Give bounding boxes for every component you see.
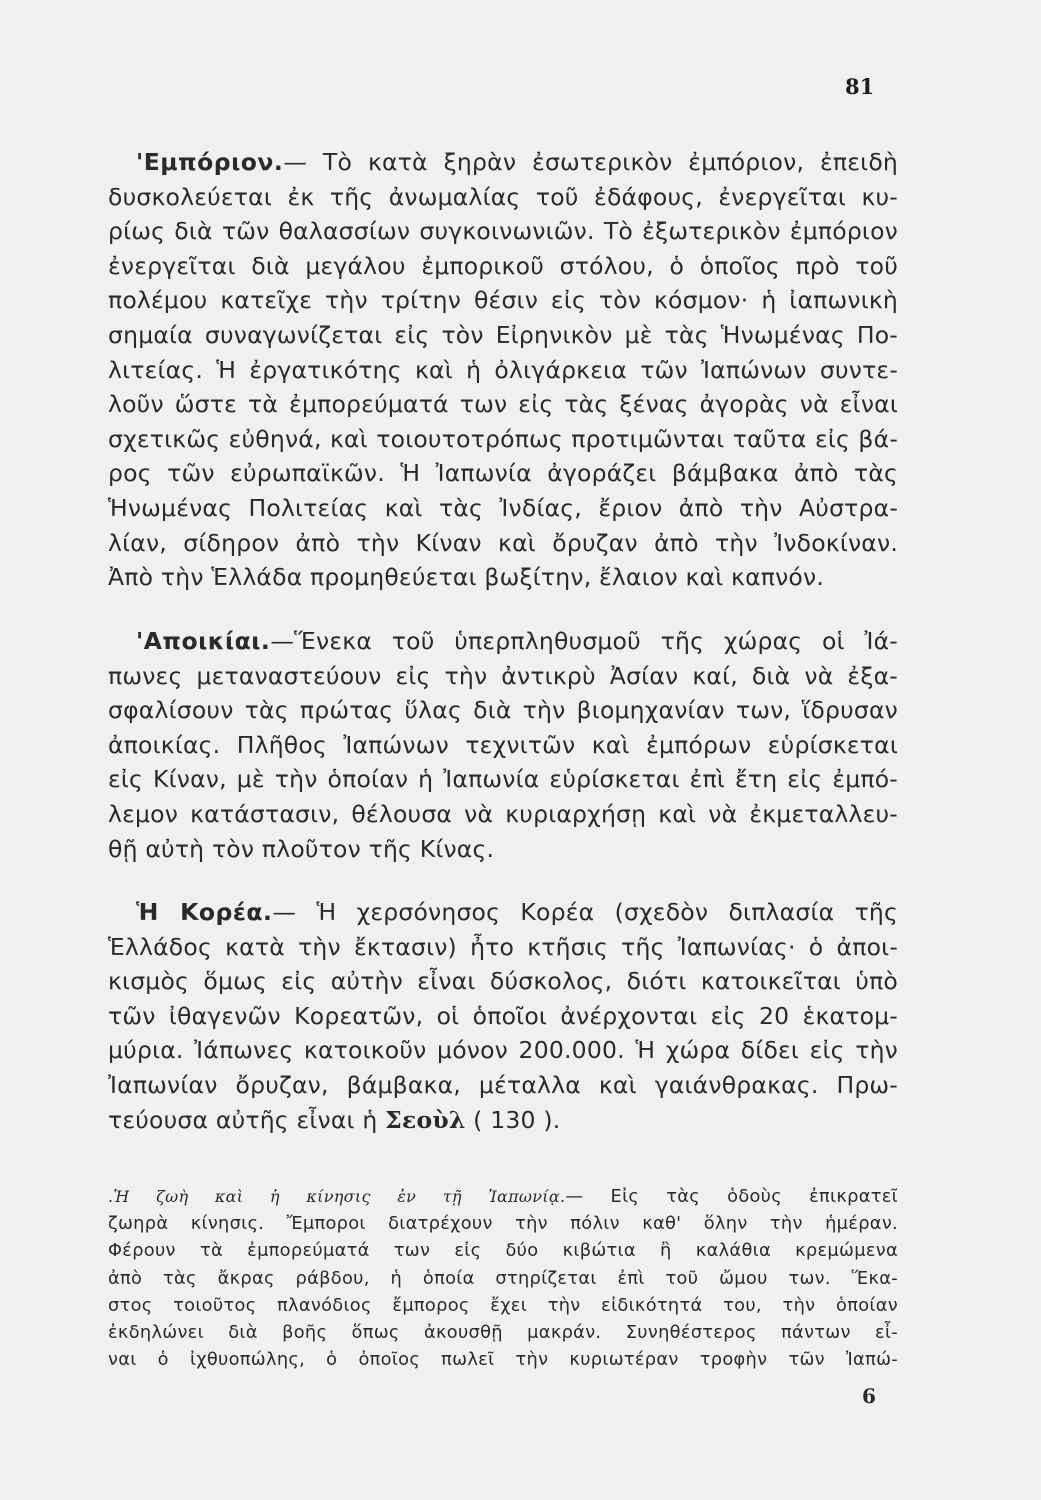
text-line: κισμὸς ὅμως εἰς αὐτὴν εἶναι δύσκολος, διότι κατοικεῖται ὑπὸ <box>108 967 898 996</box>
note-paragraph <box>108 1183 898 1373</box>
capital-reference: ( 130 ). <box>465 1105 561 1134</box>
text-line: λιτείας. Ἡ ἐργατικότης καὶ ἡ ὀλιγάρκεια τῶν Ἰαπώνων συντε- <box>108 355 898 384</box>
text-line: Φέρουν τὰ ἐμπορεύματά των εἰς δύο κιβώτια ἢ καλάθια κρεμώμενα <box>108 1240 898 1262</box>
text-line: λίαν, σίδηρον ἀπὸ τὴν Κίναν καὶ ὄρυζαν ἀπὸ τὴν Ἰνδοκίναν. <box>108 528 898 557</box>
text-line: ἀποικίας. Πλῆθος Ἰαπώνων τεχνιτῶν καὶ ἐμπόρων εὑρίσκεται <box>108 730 898 759</box>
section-heading-korea: Ἡ Κορέα. <box>136 898 273 926</box>
text-line: σημαία συναγωνίζεται εἰς τὸν Εἰρηνικὸν μὲ τὰς Ἡνωμένας Πο- <box>108 320 898 349</box>
text-line: τεύουσα αὐτῆς εἶναι ἡ Σεοὺλ ( 130 ). <box>108 1105 561 1134</box>
text-line: ἐκδηλώνει διὰ βοῆς ὅπως ἀκουσθῇ μακράν. Συνηθέστερος πάντων εἶ- <box>108 1321 898 1343</box>
text-line: .Ἡ ζωὴ καὶ ἡ κίνησις ἐν τῇ Ἰαπωνίᾳ.— Εἰς τὰς ὁδοὺς ἐπικρατεῖ <box>108 1186 898 1207</box>
text-line: εἰς Κίναν, μὲ τὴν ὁποίαν ἡ Ἰαπωνία εὑρίσκεται ἐπὶ ἔτη εἰς ἐμπό- <box>108 765 898 794</box>
text-line: 'Αποικίαι.—Ἕνεκα τοῦ ὑπερπληθυσμοῦ τῆς χώρας οἱ Ἰά- <box>136 627 898 655</box>
text-line: στος τοιοῦτος πλανόδιος ἔμπορος ἔχει τὴν εἰδικότητά του, τὴν ὁποίαν <box>108 1294 898 1316</box>
text-line: λεμον κατάστασιν, θέλουσα νὰ κυριαρχήσῃ καὶ νὰ ἐκμεταλλευ- <box>108 799 898 828</box>
text-line: μύρια. Ἰάπωνες κατοικοῦν μόνον 200.000. Ἡ χώρα δίδει εἰς τὴν <box>108 1036 898 1065</box>
text-line: σφαλίσουν τὰς πρώτας ὕλας διὰ τὴν βιομηχανίαν των, ἵδρυσαν <box>108 696 898 725</box>
text-line: 'Εμπόριον.— Τὸ κατὰ ξηρὰν ἐσωτερικὸν ἐμπόριον, ἐπειδὴ <box>136 148 898 176</box>
text-line: σχετικῶς εὐθηνά, καὶ τοιουτοτρόπως προτιμῶνται ταῦτα εἰς βά- <box>108 424 898 453</box>
note-heading: .Ἡ ζωὴ καὶ ἡ κίνησις ἐν τῇ Ἰαπωνίᾳ. <box>108 1187 566 1206</box>
printer-signature-mark: 6 <box>862 1384 876 1408</box>
text-line: ναι ὁ ἰχθυοπώλης, ὁ ὁποῖος πωλεῖ τὴν κυριωτέραν τροφὴν τῶν Ἰαπώ- <box>108 1349 898 1371</box>
text-line: Ἀπὸ τὴν Ἑλλάδα προμηθεύεται βωξίτην, ἔλαιον καὶ καπνόν. <box>108 563 825 592</box>
text-line: πωνες μεταναστεύουν εἰς τὴν ἀντικρὺ Ἀσίαν καί, διὰ νὰ ἐξα- <box>108 661 898 690</box>
text-line: Ἰαπωνίαν ὄρυζαν, βάμβακα, μέταλλα καὶ γαιάνθρακας. Πρω- <box>108 1070 898 1099</box>
text-line: Ἑλλάδος κατὰ τὴν ἔκτασιν) ἦτο κτῆσις τῆς Ἰαπωνίας· ὁ ἀποι- <box>108 932 898 961</box>
text-line: ζωηρὰ κίνησις. Ἔμποροι διατρέχουν τὴν πόλιν καθ' ὅλην τὴν ἡμέραν. <box>108 1213 898 1235</box>
capital-name: Σεοὺλ <box>385 1105 466 1134</box>
text-line: ἐνεργεῖται διὰ μεγάλου ἐμπορικοῦ στόλου, ὁ ὁποῖος πρὸ τοῦ <box>108 251 898 280</box>
text-line: θῇ αὐτὴ τὸν πλοῦτον τῆς Κίνας. <box>108 834 495 863</box>
text-line: τῶν ἰθαγενῶν Κορεατῶν, οἱ ὁποῖοι ἀνέρχονται εἰς 20 ἑκατομ- <box>108 1001 898 1030</box>
text-line: Ἡνωμένας Πολιτείας καὶ τὰς Ἰνδίας, ἔριον ἀπὸ τὴν Αὐστρα- <box>108 493 898 522</box>
page-number: 81 <box>845 74 875 99</box>
text-line: λοῦν ὥστε τὰ ἐμπορεύματά των εἰς τὰς ξένας ἀγορὰς νὰ εἶναι <box>108 390 898 419</box>
text-line: ἀπὸ τὰς ἄκρας ράβδου, ἡ ὁποία στηρίζεται ἐπὶ τοῦ ὤμου των. Ἕκα- <box>108 1267 898 1289</box>
section-heading-commerce: 'Εμπόριον. <box>136 148 284 176</box>
text-line: δυσκολεύεται ἐκ τῆς ἀνωμαλίας τοῦ ἐδάφους, ἐνεργεῖται κυ- <box>108 182 898 211</box>
text-line: πολέμου κατεῖχε τὴν τρίτην θέσιν εἰς τὸν κόσμον· ἡ ἰαπωνικὴ <box>108 286 898 315</box>
paragraph-korea <box>108 895 898 1137</box>
paragraph-commerce <box>108 145 898 595</box>
text-line: ρος τῶν εὐρωπαϊκῶν. Ἡ Ἰαπωνία ἀγοράζει βάμβακα ἀπὸ τὰς <box>108 459 898 488</box>
text-line: ρίως διὰ τῶν θαλασσίων συγκοινωνιῶν. Τὸ ἐξωτερικὸν ἐμπόριον <box>108 217 898 246</box>
text-line: Ἡ Κορέα.— Ἡ χερσόνησος Κορέα (σχεδὸν διπλασία τῆς <box>136 898 898 926</box>
section-heading-colonies: 'Αποικίαι. <box>136 627 271 655</box>
paragraph-colonies <box>108 624 898 866</box>
